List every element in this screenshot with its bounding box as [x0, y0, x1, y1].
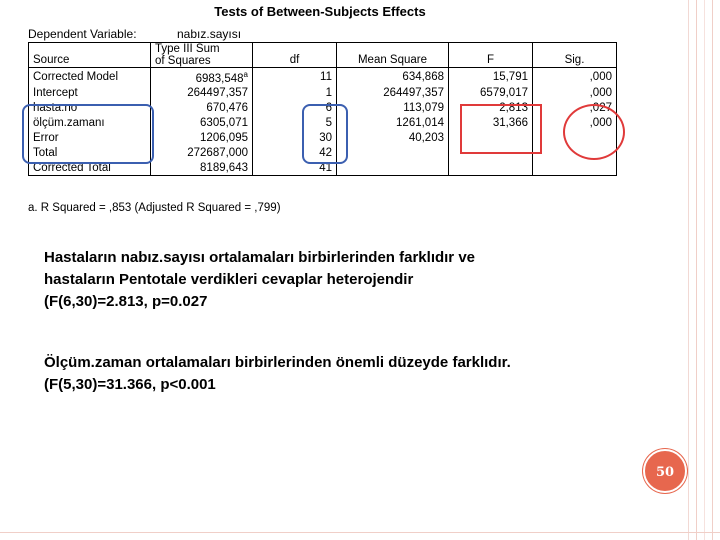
cell-mean-square — [337, 101, 449, 116]
cell-source — [29, 86, 151, 101]
cell-mean-square — [337, 131, 449, 146]
red-highlight-f-values — [460, 104, 542, 154]
cell-f — [449, 161, 533, 176]
cell-mean-square — [337, 161, 449, 176]
cell-source-text: ölçüm.zamanı — [33, 117, 105, 130]
cell-sum-of-squares — [151, 68, 253, 86]
table-title: Tests of Between-Subjects Effects — [214, 4, 426, 19]
header-source: Source — [29, 43, 151, 68]
paragraph-2-line-1: Ölçüm.zaman ortalamaları birbirlerinden önemli düzeyde farklıdır. — [44, 354, 511, 371]
slide-border-line — [696, 0, 697, 540]
table-row — [29, 86, 617, 101]
cell-source — [29, 68, 151, 86]
paragraph-1-line-3: (F(6,30)=2.813, p=0.027 — [44, 293, 208, 310]
cell-mean-square — [337, 146, 449, 161]
blue-highlight-df — [302, 104, 348, 164]
cell-sum-of-squares-text: 272687,000 — [187, 147, 248, 160]
footnote-marker: a — [243, 70, 248, 79]
table-footnote: a. R Squared = ,853 (Adjusted R Squared = ,799) — [28, 202, 281, 214]
cell-df-text: 30 — [319, 132, 332, 145]
cell-source-text: Error — [33, 132, 59, 145]
cell-source-text: hasta.no — [33, 102, 78, 115]
header-ss-line1: Type III Sum — [155, 43, 220, 55]
cell-f-text: 2,813 — [499, 102, 528, 115]
cell-sum-of-squares — [151, 86, 253, 101]
cell-df-text: 41 — [319, 162, 332, 175]
cell-sum-of-squares — [151, 116, 253, 131]
header-sig: Sig. — [533, 43, 617, 68]
cell-mean-square-text: 113,079 — [403, 102, 444, 115]
cell-df-text: 1 — [325, 87, 332, 100]
paragraph-1-line-2: hastaların Pentotale verdikleri cevaplar heterojendir — [44, 271, 414, 288]
slide-border-line — [704, 0, 705, 540]
cell-source-text: Intercept — [33, 87, 78, 100]
cell-sum-of-squares-text: 1206,095 — [200, 132, 248, 145]
cell-sig-text: ,000 — [589, 70, 612, 83]
header-mean-square: Mean Square — [337, 43, 449, 68]
cell-sum-of-squares — [151, 161, 253, 176]
cell-f-text: 15,791 — [492, 70, 528, 83]
red-highlight-sig-values — [563, 104, 625, 160]
cell-f — [449, 86, 533, 101]
cell-sum-of-squares — [151, 146, 253, 161]
cell-mean-square — [337, 116, 449, 131]
cell-df-text: 5 — [325, 117, 332, 130]
header-sum-of-squares — [151, 43, 253, 68]
cell-sum-of-squares-text: 6983,548 — [195, 72, 244, 85]
paragraph-2-line-2: (F(5,30)=31.366, p<0.001 — [44, 376, 216, 393]
header-ss-line2: of Squares — [155, 55, 211, 67]
paragraph-1-line-1: Hastaların nabız.sayısı ortalamaları birbirlerinden farklıdır ve — [44, 249, 476, 266]
interpretation-paragraph-1 — [44, 247, 644, 313]
slide-border-line — [712, 0, 713, 540]
cell-f-text: 6579,017 — [480, 87, 528, 100]
cell-sum-of-squares — [151, 131, 253, 146]
cell-f — [449, 68, 533, 86]
cell-sig-text: ,027 — [589, 102, 612, 115]
dependent-variable-value: nabız.sayısı — [177, 27, 242, 41]
cell-source-text: Total — [33, 147, 58, 160]
cell-sum-of-squares — [151, 101, 253, 116]
cell-sum-of-squares-text: 264497,357 — [187, 87, 248, 100]
slide-bottom-border — [0, 532, 720, 533]
cell-sum-of-squares-text: 670,476 — [206, 102, 248, 115]
cell-mean-square — [337, 68, 449, 86]
cell-sig — [533, 86, 617, 101]
cell-mean-square-text: 264497,357 — [383, 87, 444, 100]
cell-mean-square — [337, 86, 449, 101]
cell-df — [253, 86, 337, 101]
cell-source-text: Corrected Total — [33, 162, 111, 175]
cell-f-text: 31,366 — [492, 117, 528, 130]
cell-df-text: 6 — [325, 102, 332, 115]
header-f: F — [449, 43, 533, 68]
cell-df-text: 11 — [320, 70, 332, 83]
blue-highlight-sources — [22, 104, 154, 164]
table-row — [29, 68, 617, 86]
cell-sig-text: ,000 — [589, 87, 612, 100]
cell-df-text: 42 — [319, 147, 332, 160]
cell-df — [253, 68, 337, 86]
cell-sum-of-squares-text: 8189,643 — [200, 162, 248, 175]
interpretation-paragraph-2 — [44, 352, 664, 396]
cell-sum-of-squares-text: 6305,071 — [200, 117, 248, 130]
cell-sig — [533, 68, 617, 86]
cell-mean-square-text: 1261,014 — [396, 117, 444, 130]
table-header-row — [29, 43, 617, 68]
dependent-variable-label: Dependent Variable: — [28, 27, 137, 41]
cell-source-text: Corrected Model — [33, 70, 119, 83]
page-number-badge: 50 — [643, 449, 687, 493]
cell-mean-square-text: 634,868 — [402, 70, 444, 83]
cell-mean-square-text: 40,203 — [408, 132, 444, 145]
header-df: df — [253, 43, 337, 68]
cell-sig — [533, 161, 617, 176]
cell-sig-text: ,000 — [589, 117, 612, 130]
